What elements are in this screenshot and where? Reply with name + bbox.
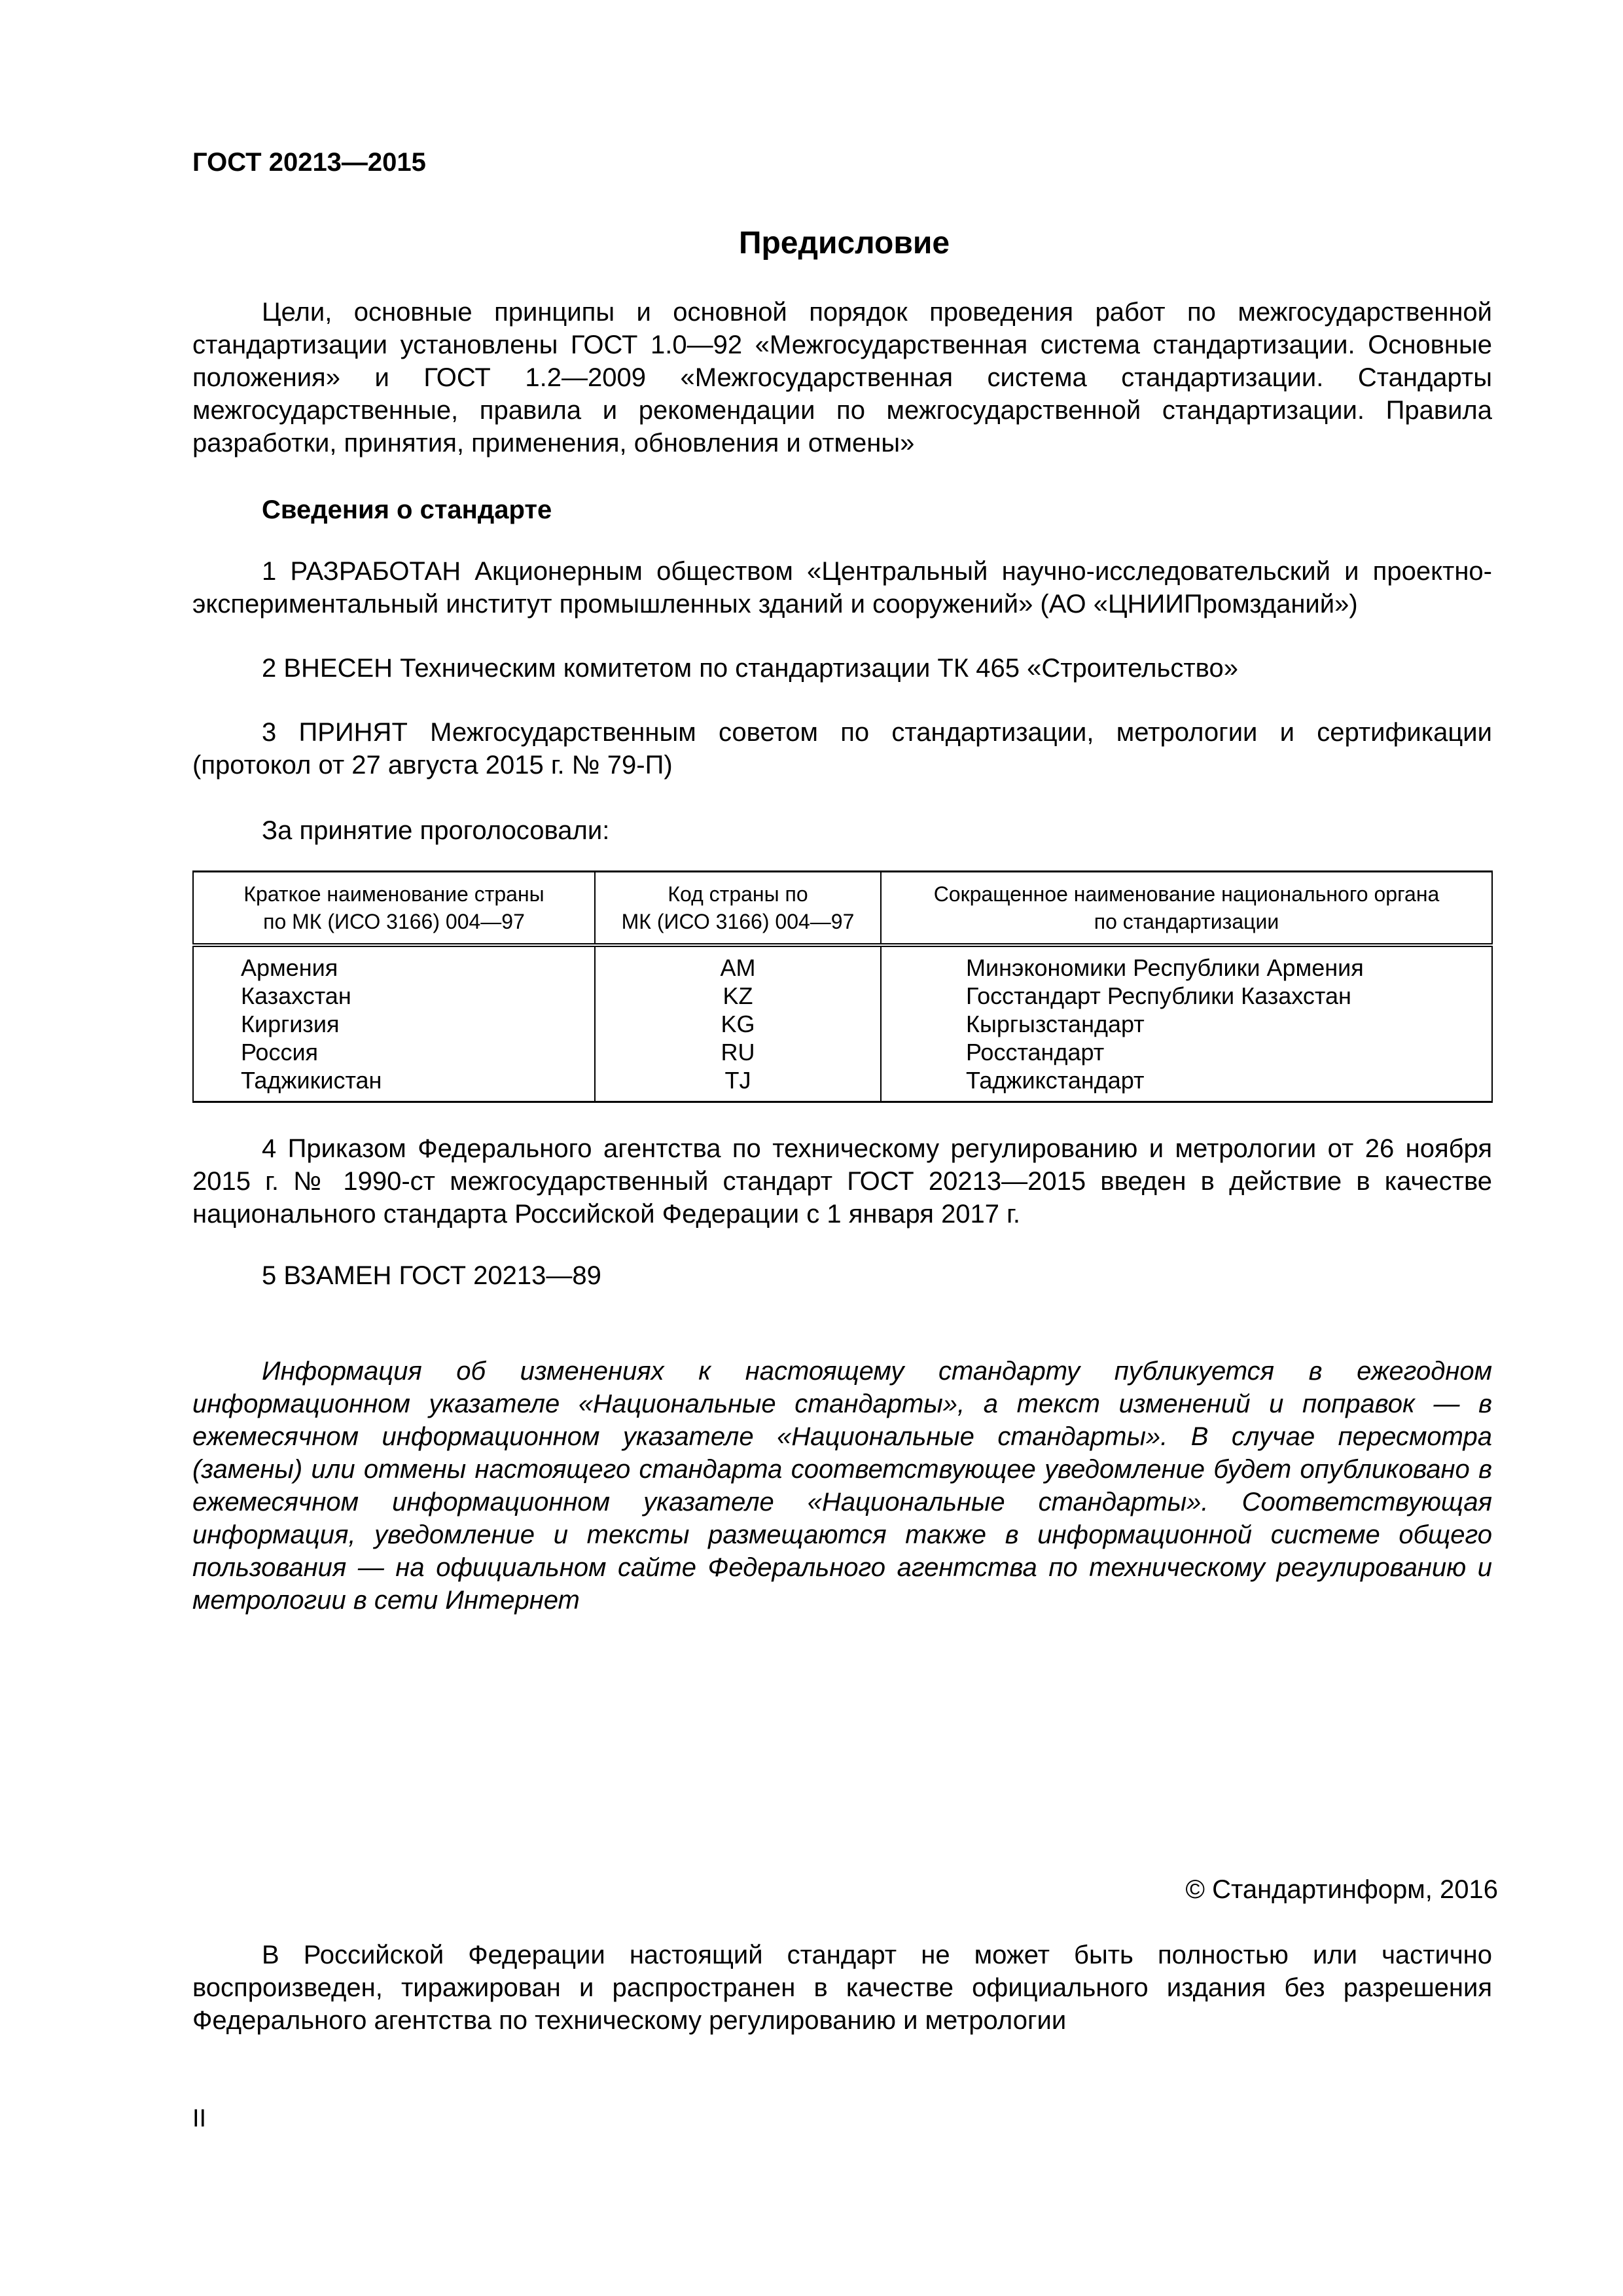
cell-body: Кыргызстандарт [881, 1010, 1492, 1038]
item-3-adopted: 3 ПРИНЯТ Межгосударственным советом по стандартизации, метрологии и сертификации (протокол от 27 августа 2015 г. № 79-П) [192, 718, 1492, 780]
cell-code: KG [595, 1010, 881, 1038]
item-5-replaces: 5 ВЗАМЕН ГОСТ 20213—89 [262, 1261, 601, 1290]
cell-body: Росстандарт [881, 1038, 1492, 1066]
cell-body: Таджикстандарт [881, 1066, 1492, 1102]
voted-label: За принятие проголосовали: [262, 816, 610, 845]
table-row [193, 982, 1492, 1010]
cell-code: AM [595, 945, 881, 982]
header-country-code: Код страны по МК (ИСО 3166) 004—97 [595, 872, 881, 946]
cell-country: Армения [193, 945, 595, 982]
cell-body: Госстандарт Республики Казахстан [881, 982, 1492, 1010]
table-row [193, 945, 1492, 982]
voting-table [192, 870, 1493, 1103]
item-1-developed: 1 РАЗРАБОТАН Акционерным обществом «Центральный научно-исследовательский и проектно-экспериментальный институт промышленных зданий и сооружений» (АО «ЦНИИПромзданий») [192, 557, 1492, 619]
header-standards-body: Сокращенное наименование национального органа по стандартизации [881, 872, 1492, 946]
intro-paragraph: Цели, основные принципы и основной порядок проведения работ по межгосударственной стандартизации установлены ГОСТ 1.0—92 «Межгосударственная система стандартизации. Основные положения» и ГОСТ 1.2—2009 «Межгосударственная система стандартизации. Стандарты межгосударственные, правила и рекомендации по межгосударственной стандартизации. Правила разработки, принятия, применения, обновления и отмены» [192, 298, 1492, 457]
cell-body: Минэкономики Республики Армения [881, 945, 1492, 982]
cell-code: RU [595, 1038, 881, 1066]
item-4-order: 4 Приказом Федерального агентства по техническому регулированию и метрологии от 26 ноября 2015 г. № 1990-ст межгосударственный стандарт ГОСТ 20213—2015 введен в действие в качестве национального стандарта Российской Федерации с 1 января 2017 г. [192, 1134, 1492, 1229]
changes-notice: Информация об изменениях к настоящему стандарту публикуется в ежегодном информационном указателе «Национальные стандарты», а текст изменений и поправок — в ежемесячном информационном указателе «Национальные стандарты». В случае пересмотра (замены) или отмены настоящего стандарта соответствующее уведомление будет опубликовано в ежемесячном информационном указателе «Национальные стандарты». Соответствующая информация, уведомление и тексты размещаются также в информационной системе общего пользования — на официальном сайте Федерального агентства по техническому регулированию и метрологии в сети Интернет [192, 1357, 1492, 1615]
cell-code: TJ [595, 1066, 881, 1102]
table-header-row [193, 872, 1492, 946]
table-row [193, 1010, 1492, 1038]
reproduction-notice: В Российской Федерации настоящий стандарт не может быть полностью или частично воспроизведен, тиражирован и распространен в качестве официального издания без разрешения Федерального агентства по техническому регулированию и метрологии [192, 1941, 1492, 2035]
cell-country: Киргизия [193, 1010, 595, 1038]
table-row [193, 1038, 1492, 1066]
cell-country: Казахстан [193, 982, 595, 1010]
page-title: Предисловие [738, 226, 950, 260]
table-row [193, 1066, 1492, 1102]
cell-country: Россия [193, 1038, 595, 1066]
cell-country: Таджикистан [193, 1066, 595, 1102]
copyright-notice: © Стандартинформ, 2016 [1185, 1875, 1498, 1904]
item-2-introduced: 2 ВНЕСЕН Техническим комитетом по стандартизации ТК 465 «Строительство» [262, 654, 1238, 683]
page-number: II [192, 2105, 207, 2132]
header-country-name: Краткое наименование страны по МК (ИСО 3166) 004—97 [193, 872, 595, 946]
cell-code: KZ [595, 982, 881, 1010]
info-heading: Сведения о стандарте [262, 495, 552, 524]
document-header: ГОСТ 20213—2015 [192, 148, 426, 177]
